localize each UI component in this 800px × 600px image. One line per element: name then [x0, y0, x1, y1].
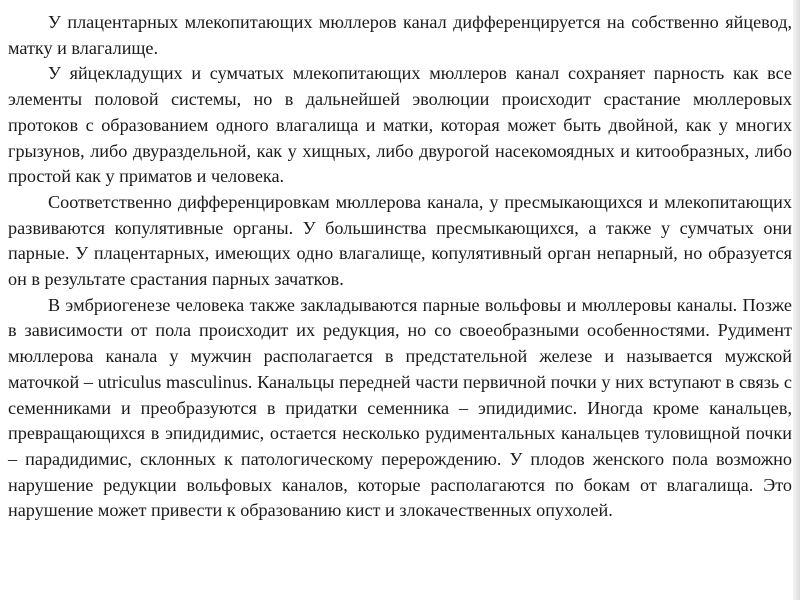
- paragraph-2: У яйцекладущих и сумчатых млекопитающих мюллеров канал сохраняет парность как все элементы половой системы, но в дальнейшей эволюции происходит срастание мюллеровых протоков с образованием одного влагалища и матки, которая может быть двойной, как у многих грызунов, либо двураздельной, как у хищных, либо двурогой насекомоядных и китообразных, либо простой как у приматов и человека.: [8, 63, 792, 187]
- paragraph-3: Соответственно дифференцировкам мюллерова канала, у пресмыкающихся и млекопитающих развиваются копулятивные органы. У большинства пресмыкающихся, а также у сумчатых они парные. У плацентарных, имеющих одно влагалище, копулятивный орган непарный, но образуется он в результате срастания парных зачатков.: [8, 191, 792, 290]
- page-edge-shadow: [793, 0, 800, 600]
- paragraph-1: У плацентарных млекопитающих мюллеров канал дифференцируется на собственно яйцевод, матку и влагалище.: [8, 12, 792, 58]
- paragraph-4: В эмбриогенезе человека также закладываются парные вольфовы и мюллеровы каналы. Позже в зависимости от пола происходит их редукция, но со своеобразными особенностями. Рудимент мюллерова канала у мужчин располагается в предстательной железе и называется мужской маточкой – utriculus masculinus. Канальцы передней части первичной почки у них вступают в связь с семенниками и преобразуются в придатки семенника – эпидидимис. Иногда кроме канальцев, превращающихся в эпидидимис, остается несколько рудиментальных канальцев туловищной почки – парадидимис, склонных к патологическому перерождению. У плодов женского пола возможно нарушение редукции вольфовых каналов, которые располагаются по бокам от влагалища. Это нарушение может привести к образованию кист и злокачественных опухолей.: [8, 294, 792, 521]
